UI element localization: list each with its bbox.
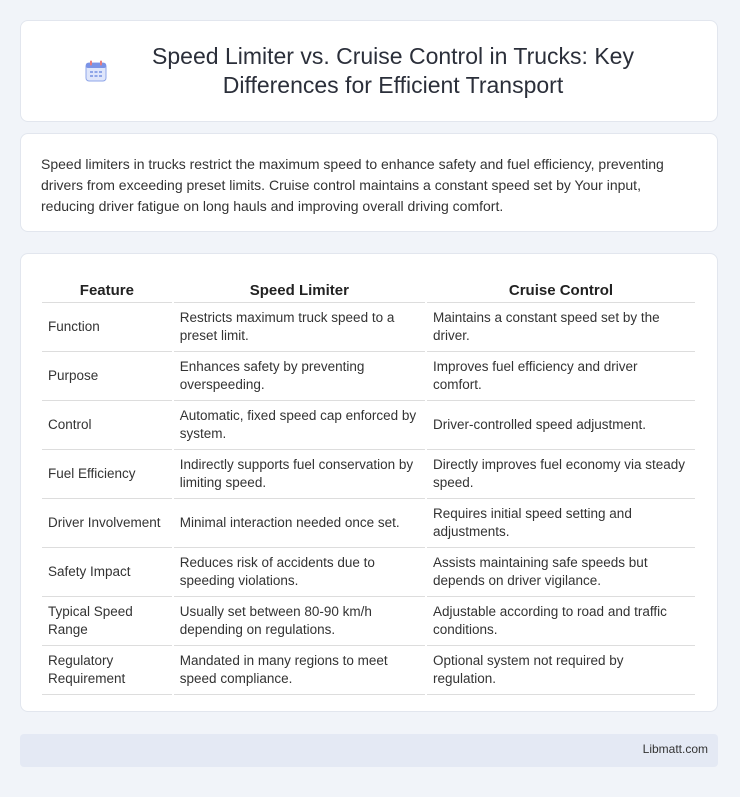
cruise-control-cell: Optional system not required by regulation. [427,646,695,695]
table-row [42,303,695,352]
table-row [42,499,695,548]
feature-cell: Typical Speed Range [42,597,172,646]
speed-limiter-cell: Mandated in many regions to meet speed compliance. [174,646,425,695]
comparison-card [20,253,718,712]
table-row [42,401,695,450]
cruise-control-cell: Adjustable according to road and traffic conditions. [427,597,695,646]
header-feature: Feature [42,274,172,303]
feature-cell: Fuel Efficiency [42,450,172,499]
table-row [42,450,695,499]
cruise-control-cell: Maintains a constant speed set by the driver. [427,303,695,352]
table-row [42,646,695,695]
cruise-control-cell: Driver-controlled speed adjustment. [427,401,695,450]
feature-cell: Driver Involvement [42,499,172,548]
page-title: Speed Limiter vs. Cruise Control in Trucks: Key Differences for Efficient Transport [152,43,634,98]
feature-cell: Control [42,401,172,450]
feature-cell: Safety Impact [42,548,172,597]
table-row [42,597,695,646]
speed-limiter-cell: Usually set between 80-90 km/h depending on regulations. [174,597,425,646]
feature-cell: Function [42,303,172,352]
speed-limiter-cell: Reduces risk of accidents due to speeding violations. [174,548,425,597]
feature-cell: Regulatory Requirement [42,646,172,695]
speed-limiter-cell: Indirectly supports fuel conservation by limiting speed. [174,450,425,499]
cruise-control-cell: Requires initial speed setting and adjustments. [427,499,695,548]
cruise-control-cell: Directly improves fuel economy via steady speed. [427,450,695,499]
speed-limiter-cell: Automatic, fixed speed cap enforced by system. [174,401,425,450]
header-cruise-control: Cruise Control [427,274,695,303]
speed-limiter-cell: Minimal interaction needed once set. [174,499,425,548]
intro-text: Speed limiters in trucks restrict the maximum speed to enhance safety and fuel efficiency, preventing drivers from exceeding preset limits. Cruise control maintains a constant speed set by Your input, reducing driver fatigue on long hauls and improving overall driving comfort. [41,156,664,214]
cruise-control-cell: Assists maintaining safe speeds but depends on driver vigilance. [427,548,695,597]
calendar-icon [85,60,107,82]
header-speed-limiter: Speed Limiter [174,274,425,303]
cruise-control-cell: Improves fuel efficiency and driver comfort. [427,352,695,401]
speed-limiter-cell: Restricts maximum truck speed to a preset limit. [174,303,425,352]
feature-cell: Purpose [42,352,172,401]
comparison-table [40,274,697,695]
title-card [20,20,718,122]
table-row [42,352,695,401]
footer [20,734,718,767]
intro-card [20,133,718,232]
speed-limiter-cell: Enhances safety by preventing overspeeding. [174,352,425,401]
table-row [42,548,695,597]
footer-brand[interactable]: Libmatt.com [642,742,708,756]
table-header-row [42,274,695,303]
